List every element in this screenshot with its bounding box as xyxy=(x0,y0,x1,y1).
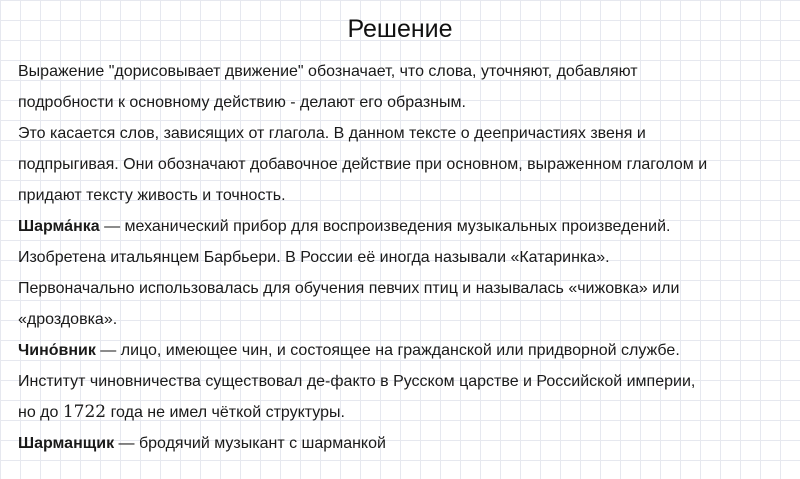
term-chinovnik: Чино́вник xyxy=(18,342,96,359)
text-line: Это касается слов, зависящих от глагола. В данном тексте о деепричастиях звеня и xyxy=(18,125,646,142)
definition-text: — механический прибор для воспроизведения музыкальных произведений. xyxy=(99,218,671,235)
text-line: Первоначально использовалась для обучения певчих птиц и называлась «чижовка» или xyxy=(18,280,680,297)
text-line: Изобретена итальянцем Барбьери. В России её иногда называли «Катаринка». xyxy=(18,249,610,266)
term-sharmanka: Шарма́нка xyxy=(18,218,100,235)
solution-text xyxy=(18,56,793,459)
text-line: придают тексту живость и точность. xyxy=(18,187,286,204)
term-sharmanshchik: Шарманщик xyxy=(18,435,115,452)
definition-line xyxy=(18,428,793,459)
text-line xyxy=(18,397,793,428)
page-title: Решение xyxy=(347,15,453,43)
text-line: «дроздовка». xyxy=(18,311,118,328)
text-line: подпрыгивая. Они обозначают добавочное действие при основном, выраженном глаголом и xyxy=(18,156,708,173)
definition-line xyxy=(18,211,793,242)
text-line: подробности к основному действию - делают его образным. xyxy=(18,94,466,111)
year-number: 1722 xyxy=(62,402,107,422)
definition-line xyxy=(18,335,793,366)
text-fragment: года не имел чёткой структуры. xyxy=(106,404,345,421)
text-line: Выражение "дорисовывает движение" обозначает, что слова, уточняют, добавляют xyxy=(18,63,638,80)
definition-text: — лицо, имеющее чин, и состоящее на гражданской или придворной службе. xyxy=(95,342,680,359)
text-fragment: но до xyxy=(18,404,63,421)
text-line: Институт чиновничества существовал де-факто в Русском царстве и Российской империи, xyxy=(18,373,696,390)
definition-text: — бродячий музыкант с шарманкой xyxy=(114,435,386,452)
